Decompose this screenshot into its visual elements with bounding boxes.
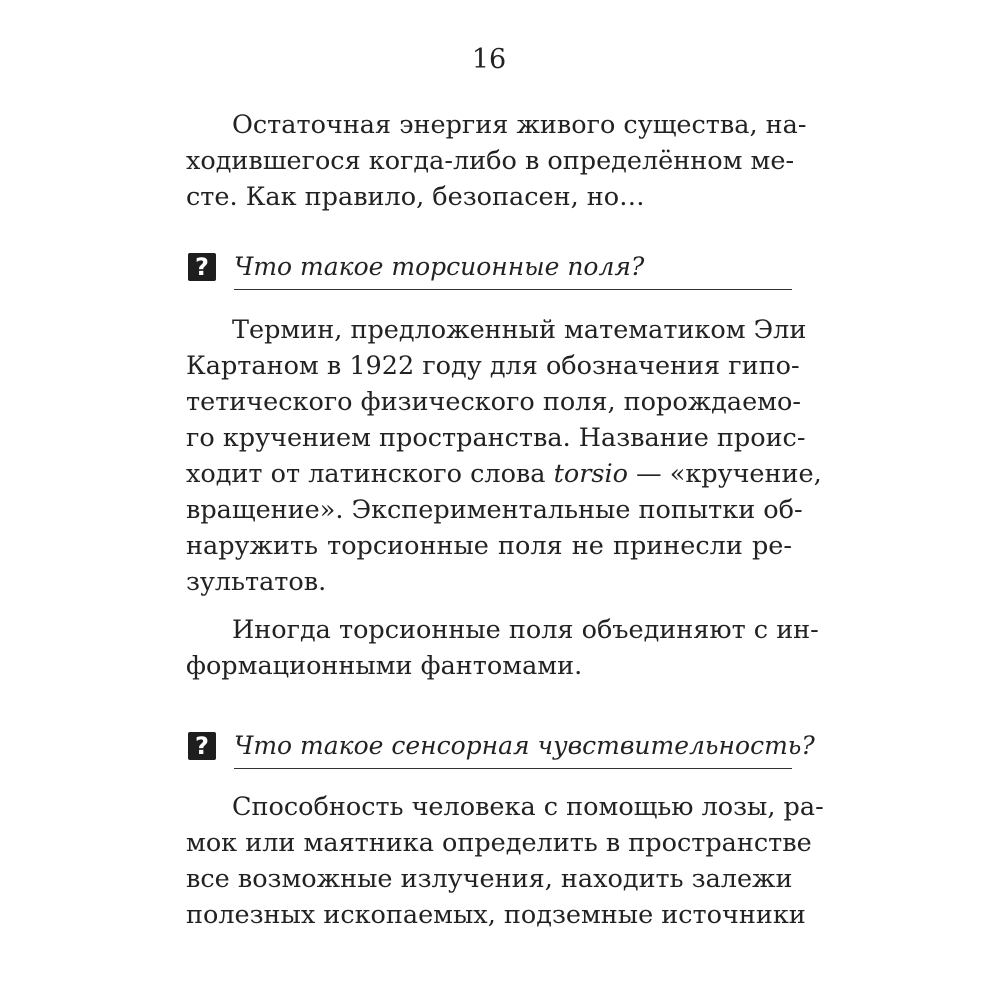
text-segment: ходит от латинского слова [186, 459, 554, 489]
text-line: мок или маятника определить в пространстве [186, 828, 812, 858]
question-text: Что такое торсионные поля? [234, 252, 645, 281]
book-page [186, 0, 824, 1000]
text-line [186, 456, 822, 492]
text-line: тетического физического поля, порождаемо- [186, 387, 801, 417]
question-heading-sensory-sensitivity [186, 727, 815, 771]
text-line: Способность человека с помощью лозы, ра- [232, 792, 824, 822]
question-text: Что такое сенсорная чувствительность? [234, 731, 815, 760]
text-line: Картаном в 1922 году для обозначения гипо- [186, 351, 800, 381]
text-line: полезных ископаемых, подземные источники [186, 900, 806, 930]
question-mark-icon: ? [188, 253, 216, 281]
text-line: зультатов. [186, 567, 327, 597]
text-line: наружить торсионные поля не принесли ре- [186, 531, 792, 561]
question-underline [234, 768, 792, 769]
text-line: все возможные излучения, находить залежи [186, 864, 793, 894]
text-line: го кручением пространства. Название проис- [186, 423, 806, 453]
text-line: Иногда торсионные поля объединяют с ин- [232, 615, 819, 645]
question-underline [234, 289, 792, 290]
question-mark-icon: ? [188, 732, 216, 760]
text-line: ходившегося когда-либо в определённом ме- [186, 146, 795, 176]
text-line: Остаточная энергия живого существа, на- [232, 110, 807, 140]
text-line: Термин, предложенный математиком Эли [232, 315, 807, 345]
text-line: сте. Как правило, безопасен, но… [186, 182, 645, 212]
text-line: вращение». Экспериментальные попытки об- [186, 495, 803, 525]
text-segment: — «кручение, [628, 459, 822, 489]
question-heading-torsion-fields [186, 248, 792, 292]
text-line: формационными фантомами. [186, 651, 583, 681]
page-number: 16 [471, 44, 507, 75]
latin-term: torsio [553, 459, 628, 489]
